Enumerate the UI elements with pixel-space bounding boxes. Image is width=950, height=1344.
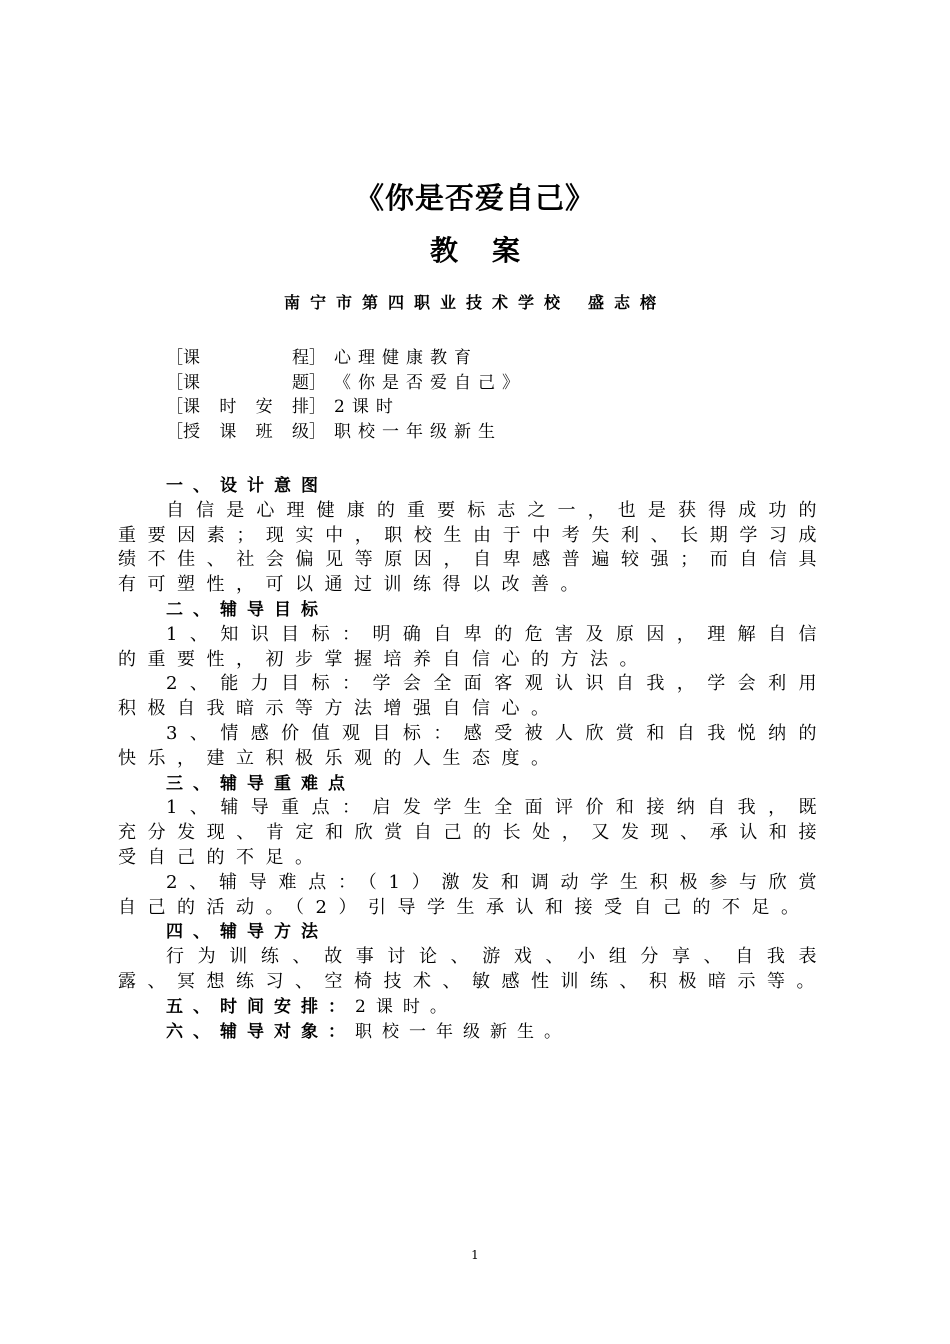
author-school: 南宁市第四职业技术学校 xyxy=(283,293,570,312)
paragraph: 1、知识目标：明确自卑的危害及原因，理解自信的重要性，初步掌握培养自信心的方法。 xyxy=(118,623,828,670)
section-heading: 一、设计意图 xyxy=(166,476,328,496)
author-name: 盛志榕 xyxy=(588,293,667,312)
info-label: ［课 题］ xyxy=(166,372,326,393)
document-body xyxy=(118,474,828,1044)
section-heading-value: 职校一年级新生。 xyxy=(355,1021,571,1042)
info-label: ［课 程］ xyxy=(166,348,326,368)
lesson-info xyxy=(166,346,786,444)
document-title: 《你是否爱自己》 xyxy=(354,181,595,215)
page-number: 1 xyxy=(471,1248,479,1262)
info-value: 《你是否爱自己》 xyxy=(334,372,526,393)
info-label: ［课 时 安 排］ xyxy=(166,397,326,417)
paragraph: 2、能力目标：学会全面客观认识自我，学会利用积极自我暗示等方法增强自信心。 xyxy=(118,673,828,720)
section-heading-label: 六、辅导对象： xyxy=(166,1021,355,1042)
section-heading: 四、辅导方法 xyxy=(166,922,328,943)
info-row-course xyxy=(166,346,786,371)
info-row-topic xyxy=(166,371,786,396)
section-heading-label: 五、时间安排： xyxy=(166,996,355,1017)
author-line xyxy=(0,290,950,313)
section-heading: 二、辅导目标 xyxy=(166,599,328,620)
document-subtitle: 教案 xyxy=(429,234,554,267)
paragraph: 1、辅导重点：启发学生全面评价和接纳自我，既充分发现、肯定和欣赏自己的长处，又发现、承认和接受自己的不足。 xyxy=(118,797,828,868)
paragraph: 行为训练、故事讨论、游戏、小组分享、自我表露、冥想练习、空椅技术、敏感性训练、积极暗示等。 xyxy=(118,946,828,992)
info-row-class xyxy=(166,420,786,445)
info-value: 心理健康教育 xyxy=(334,348,478,368)
section-heading: 三、辅导重难点 xyxy=(166,773,355,794)
info-value: 职校一年级新生 xyxy=(334,421,502,442)
section-heading-inline xyxy=(118,995,828,1020)
info-label: ［授 课 班 级］ xyxy=(166,421,326,442)
info-value: 2课时 xyxy=(334,397,400,417)
info-row-schedule xyxy=(166,395,786,420)
section-heading-value: 2课时。 xyxy=(355,996,457,1017)
paragraph: 自信是心理健康的重要标志之一，也是获得成功的重要因素；现实中，职校生由于中考失利、长期学习成绩不佳、社会偏见等原因，自卑感普遍较强；而自信具有可塑性，可以通过训练得以改善。 xyxy=(118,499,828,596)
paragraph: 2、辅导难点：（1）激发和调动学生积极参与欣赏自己的活动。（2）引导学生承认和接受自己的不足。 xyxy=(118,871,828,918)
section-heading-inline xyxy=(118,1020,828,1045)
paragraph: 3、情感价值观目标：感受被人欣赏和自我悦纳的快乐，建立积极乐观的人生态度。 xyxy=(118,722,828,769)
